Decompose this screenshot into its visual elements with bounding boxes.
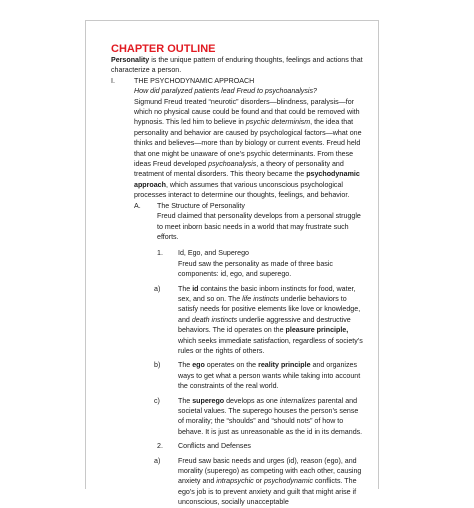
item-1-title: Id, Ego, and Superego [178,249,249,258]
item-2a-label: a) [154,456,161,465]
item-1a-text: The id contains the basic inborn instincts for food, water, sex, and so on. The life instincts underlie behaviors to satisfy needs for positive elements like love or knowledge, and death instincts underlie aggressive and destructive behaviors. The id operates on the pleasure principle, which seeks immediate satisfaction, regardless of society’s rules or the rights of others. [178,284,363,355]
item-2-title: Conflicts and Defenses [178,442,251,451]
section-i-heading [111,76,366,86]
intro-text: is the unique pattern of enduring thoughts, feelings and actions that characterize a person. [111,56,363,75]
chapter-title: CHAPTER OUTLINE [111,43,216,55]
item-1b-text: The ego operates on the reality principle and organizes ways to get what a person wants while taking into account the constraints of the real world. [178,361,361,391]
document-body [111,43,366,508]
item-1c-label: c) [154,396,160,405]
item-1-heading [111,248,366,258]
section-i-paragraph: Sigmund Freud treated “neurotic” disorders—blindness, paralysis—for which no physical cause could be found and that could be removed with hypnosis. This led him to believe in psychic determinism, the idea that personality and behavior are caused by psychological factors—what one thinks and believes—more than by biology or current events. Freud held that one might be unaware of one’s psychic determinants. From these ideas Freud developed psychoanalysis, a theory of personality and treatment of mental disorders. This theory became the psychodynamic approach, which assumes that various unconscious psychological processes interact to determine our thoughts, feelings, and behavior. [134,97,362,200]
section-a-number: A. [134,201,141,210]
item-1a-label: a) [154,284,161,293]
item-2-number: 2. [157,442,163,451]
section-a-title: The Structure of Personality [157,201,245,210]
item-1b [111,360,366,391]
section-i-question: How did paralyzed patients lead Freud to psychoanalysis? [134,87,317,96]
section-a-heading [111,201,366,211]
item-1b-label: b) [154,361,161,370]
item-2a [111,456,366,508]
intro-term: Personality [111,56,150,64]
item-1-paragraph: Freud saw the personality as made of three basic components: id, ego, and superego. [178,259,333,279]
intro-paragraph [111,55,366,76]
item-1c-text: The superego develops as one internalizes parental and societal values. The superego houses the person’s sense of morality; the “shoulds” and “should nots” of how to behave. It is just as unreasonable as the id in its demands. [178,396,363,436]
item-1c [111,396,366,438]
section-a-paragraph: Freud claimed that personality develops from a personal struggle to meet inborn basic needs in a world that may frustrate such efforts. [157,212,361,241]
item-1-number: 1. [157,249,163,258]
item-2a-text: Freud saw basic needs and urges (id), reason (ego), and morality (superego) as competing with each other, causing anxiety and intrapsychic or psychodynamic conflicts. The ego’s job is to prevent anxiety and guilt that might arise if unconscious, socially unacceptable [178,456,362,507]
item-1a [111,284,366,357]
section-i-title: THE PSYCHODYNAMIC APPROACH [134,76,255,85]
section-i-number: I. [111,76,115,85]
item-2-heading [111,441,366,451]
